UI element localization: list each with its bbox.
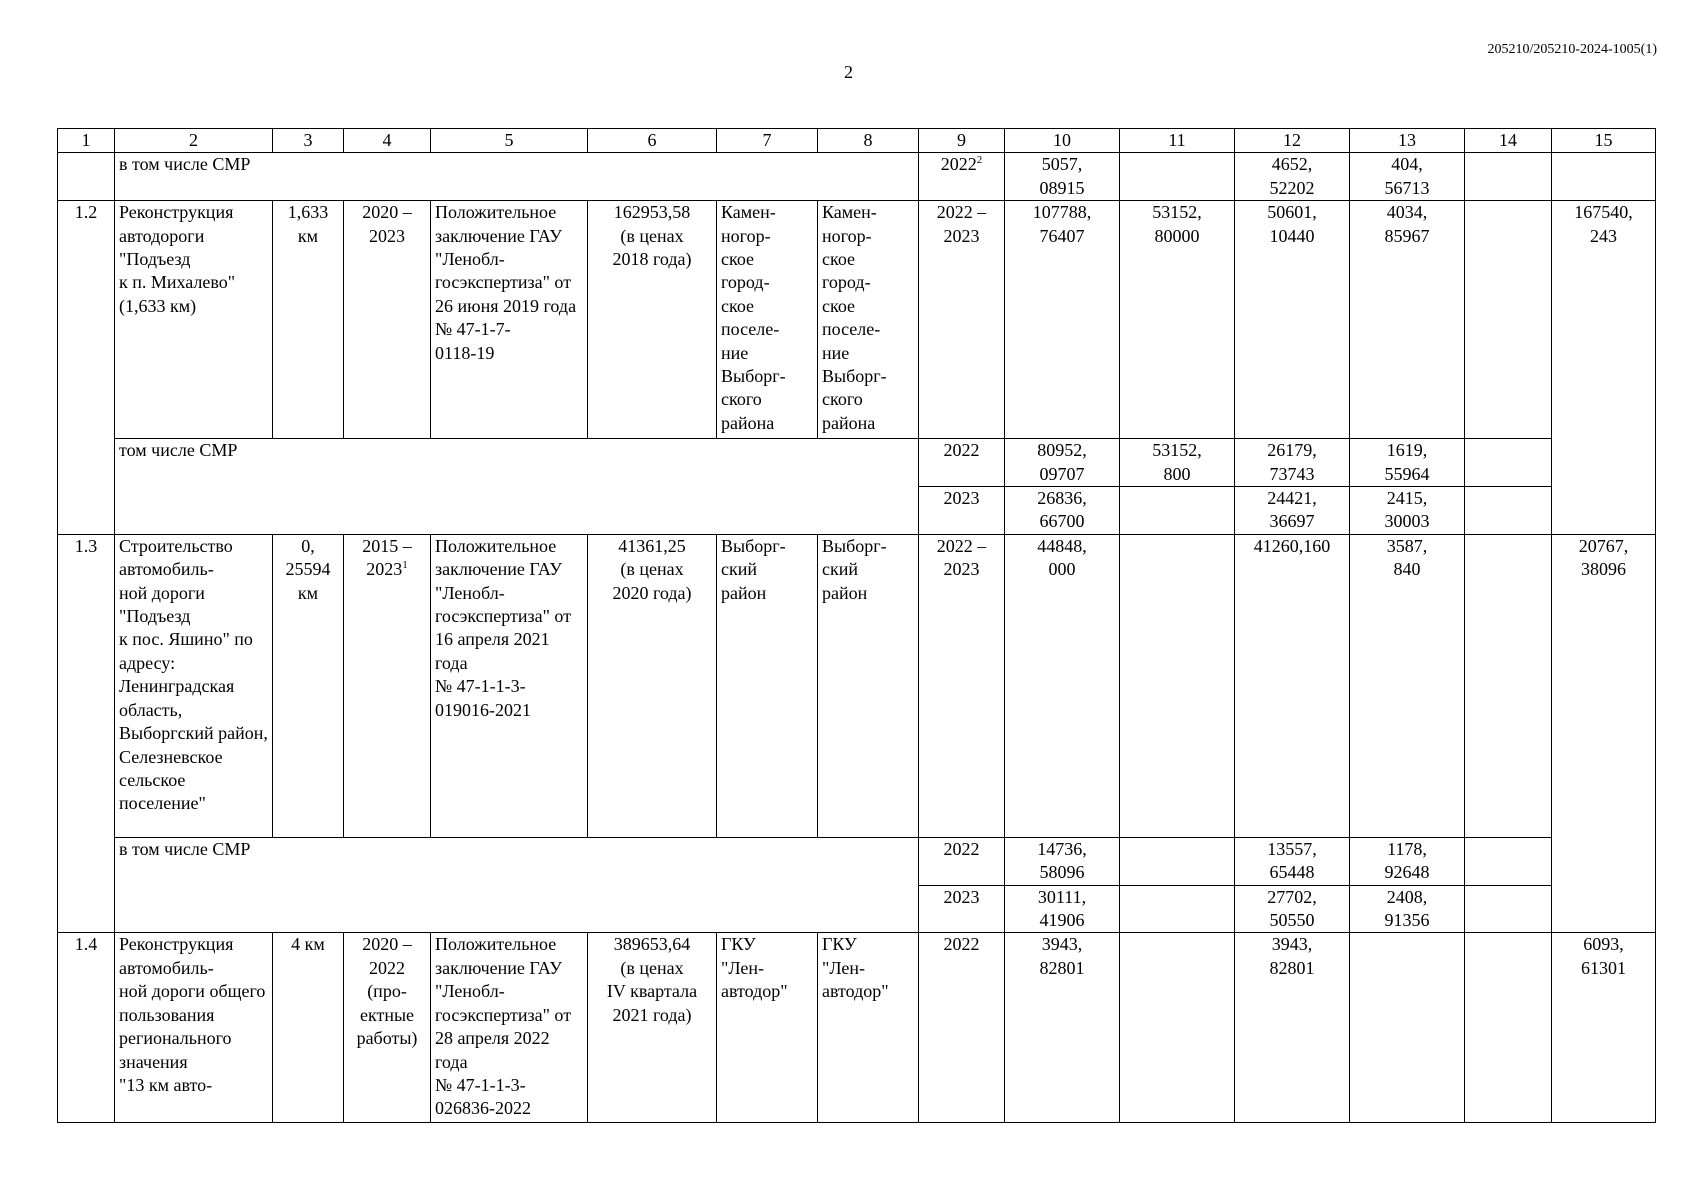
cell-object-name: Реконструкция автомобиль- ной дороги общего пользования регионального значения "13 км авто- [115,933,273,1123]
footnote-mark: 1 [402,559,408,572]
col-num-5: 5 [431,129,588,153]
cell-c11: 53152, 800 [1120,439,1235,487]
col-num-8: 8 [818,129,919,153]
cell-years: 2022 [919,933,1005,1123]
cell-year: 2022$^2$ [919,153,1005,201]
smr-label: том числе СМР [115,439,919,535]
col-num-4: 4 [344,129,431,153]
cell-c10: 107788, 76407 [1005,201,1120,439]
cell-expertise: Положительное заключение ГАУ "Ленобл-госэкспертиза" от 26 июня 2019 года № 47-1-7- 0118-19 [431,201,588,439]
smr-label: в том числе СМР [115,837,919,933]
cell-years: 2022 – 2023 [919,201,1005,439]
cell-period: 2015 – 2023$^1$ [344,534,431,837]
cell-c11 [1120,534,1235,837]
col-num-14: 14 [1465,129,1552,153]
cell-c12: 4652, 52202 [1235,153,1350,201]
cell-customer: Выборг- ский район [717,534,818,837]
col-num-15: 15 [1552,129,1656,153]
cell-c12: 13557, 65448 [1235,837,1350,885]
cell-num: 1.2 [58,201,115,535]
cell-c13: 3587, 840 [1350,534,1465,837]
cell-c10: 14736, 58096 [1005,837,1120,885]
col-num-6: 6 [588,129,717,153]
cell-year: 2023 [919,487,1005,535]
cell-c11 [1120,837,1235,885]
cell-customer: ГКУ "Лен- автодор" [717,933,818,1123]
cell-cost: 389653,64 (в ценах IV квартала 2021 года) [588,933,717,1123]
col-num-10: 10 [1005,129,1120,153]
cell-c12: 41260,160 [1235,534,1350,837]
table-row [58,933,1656,1123]
cell-c15 [1552,153,1656,201]
cell-length: 1,633 км [273,201,344,439]
cell-length: 4 км [273,933,344,1123]
cell-c10: 3943, 82801 [1005,933,1120,1123]
cell-c13: 1619, 55964 [1350,439,1465,487]
cell-num: 1.4 [58,933,115,1123]
cell-cost: 162953,58 (в ценах 2018 года) [588,201,717,439]
program-table [57,128,1656,1123]
col-num-7: 7 [717,129,818,153]
cell-developer: Выборг- ский район [818,534,919,837]
cell-length: 0, 25594 км [273,534,344,837]
cell-c13: 404, 56713 [1350,153,1465,201]
col-num-1: 1 [58,129,115,153]
smr-label: в том числе СМР [115,153,919,201]
cell-c11 [1120,933,1235,1123]
cell-c13: 4034, 85967 [1350,201,1465,439]
col-num-11: 11 [1120,129,1235,153]
document-id: 205210/205210-2024-1005(1) [1487,42,1657,57]
cell-num [58,153,115,201]
cell-customer: Камен- ногор- ское город- ское поселе- ние Выборг- ского района [717,201,818,439]
cell-period: 2020 – 2023 [344,201,431,439]
cell-c14 [1465,439,1552,487]
cell-c14 [1465,487,1552,535]
cell-c12: 50601, 10440 [1235,201,1350,439]
cell-c14 [1465,837,1552,885]
cell-cost: 41361,25 (в ценах 2020 года) [588,534,717,837]
cell-c11 [1120,487,1235,535]
cell-c12: 26179, 73743 [1235,439,1350,487]
column-number-row [58,129,1656,153]
cell-c13: 1178, 92648 [1350,837,1465,885]
cell-c14 [1465,933,1552,1123]
col-num-12: 12 [1235,129,1350,153]
cell-c13 [1350,933,1465,1123]
cell-c15: 167540, 243 [1552,201,1656,535]
cell-expertise: Положительное заключение ГАУ "Ленобл-госэкспертиза" от 28 апреля 2022 года № 47-1-1-3- 026836-2022 [431,933,588,1123]
cell-object-name: Строительство автомобиль- ной дороги "Подъезд к пос. Яшино" по адресу: Ленинградская область, Выборгский район, Селезневское сельское поселение" [115,534,273,837]
cell-c15: 6093, 61301 [1552,933,1656,1123]
cell-c14 [1465,153,1552,201]
col-num-2: 2 [115,129,273,153]
cell-year: 2022 [919,837,1005,885]
cell-c10: 5057, 08915 [1005,153,1120,201]
cell-c10: 44848, 000 [1005,534,1120,837]
cell-c14 [1465,201,1552,439]
table-row [58,534,1656,837]
cell-period: 2020 – 2022 (про- ектные работы) [344,933,431,1123]
cell-c14 [1465,534,1552,837]
cell-year: 2022 [919,439,1005,487]
col-num-13: 13 [1350,129,1465,153]
cell-c11: 53152, 80000 [1120,201,1235,439]
cell-c11 [1120,885,1235,933]
col-num-3: 3 [273,129,344,153]
cell-c15: 20767, 38096 [1552,534,1656,933]
table-row [58,201,1656,439]
cell-c13: 2408, 91356 [1350,885,1465,933]
cell-c10: 26836, 66700 [1005,487,1120,535]
cell-num: 1.3 [58,534,115,933]
cell-object-name: Реконструкция автодороги "Подъезд к п. Михалево" (1,633 км) [115,201,273,439]
table-row [58,439,1656,487]
table-row [58,153,1656,201]
cell-c12: 3943, 82801 [1235,933,1350,1123]
cell-c10: 80952, 09707 [1005,439,1120,487]
footnote-mark: 2 [976,154,983,167]
cell-years: 2022 – 2023 [919,534,1005,837]
cell-c12: 24421, 36697 [1235,487,1350,535]
cell-c12: 27702, 50550 [1235,885,1350,933]
col-num-9: 9 [919,129,1005,153]
cell-c14 [1465,885,1552,933]
page-number: 2 [844,62,853,82]
cell-developer: ГКУ "Лен- автодор" [818,933,919,1123]
cell-c10: 30111, 41906 [1005,885,1120,933]
cell-expertise: Положительное заключение ГАУ "Ленобл-госэкспертиза" от 16 апреля 2021 года № 47-1-1-3- 019016-2021 [431,534,588,837]
cell-c13: 2415, 30003 [1350,487,1465,535]
table-row [58,837,1656,885]
cell-developer: Камен- ногор- ское город- ское поселе- ние Выборг- ского района [818,201,919,439]
cell-c11 [1120,153,1235,201]
cell-year: 2023 [919,885,1005,933]
